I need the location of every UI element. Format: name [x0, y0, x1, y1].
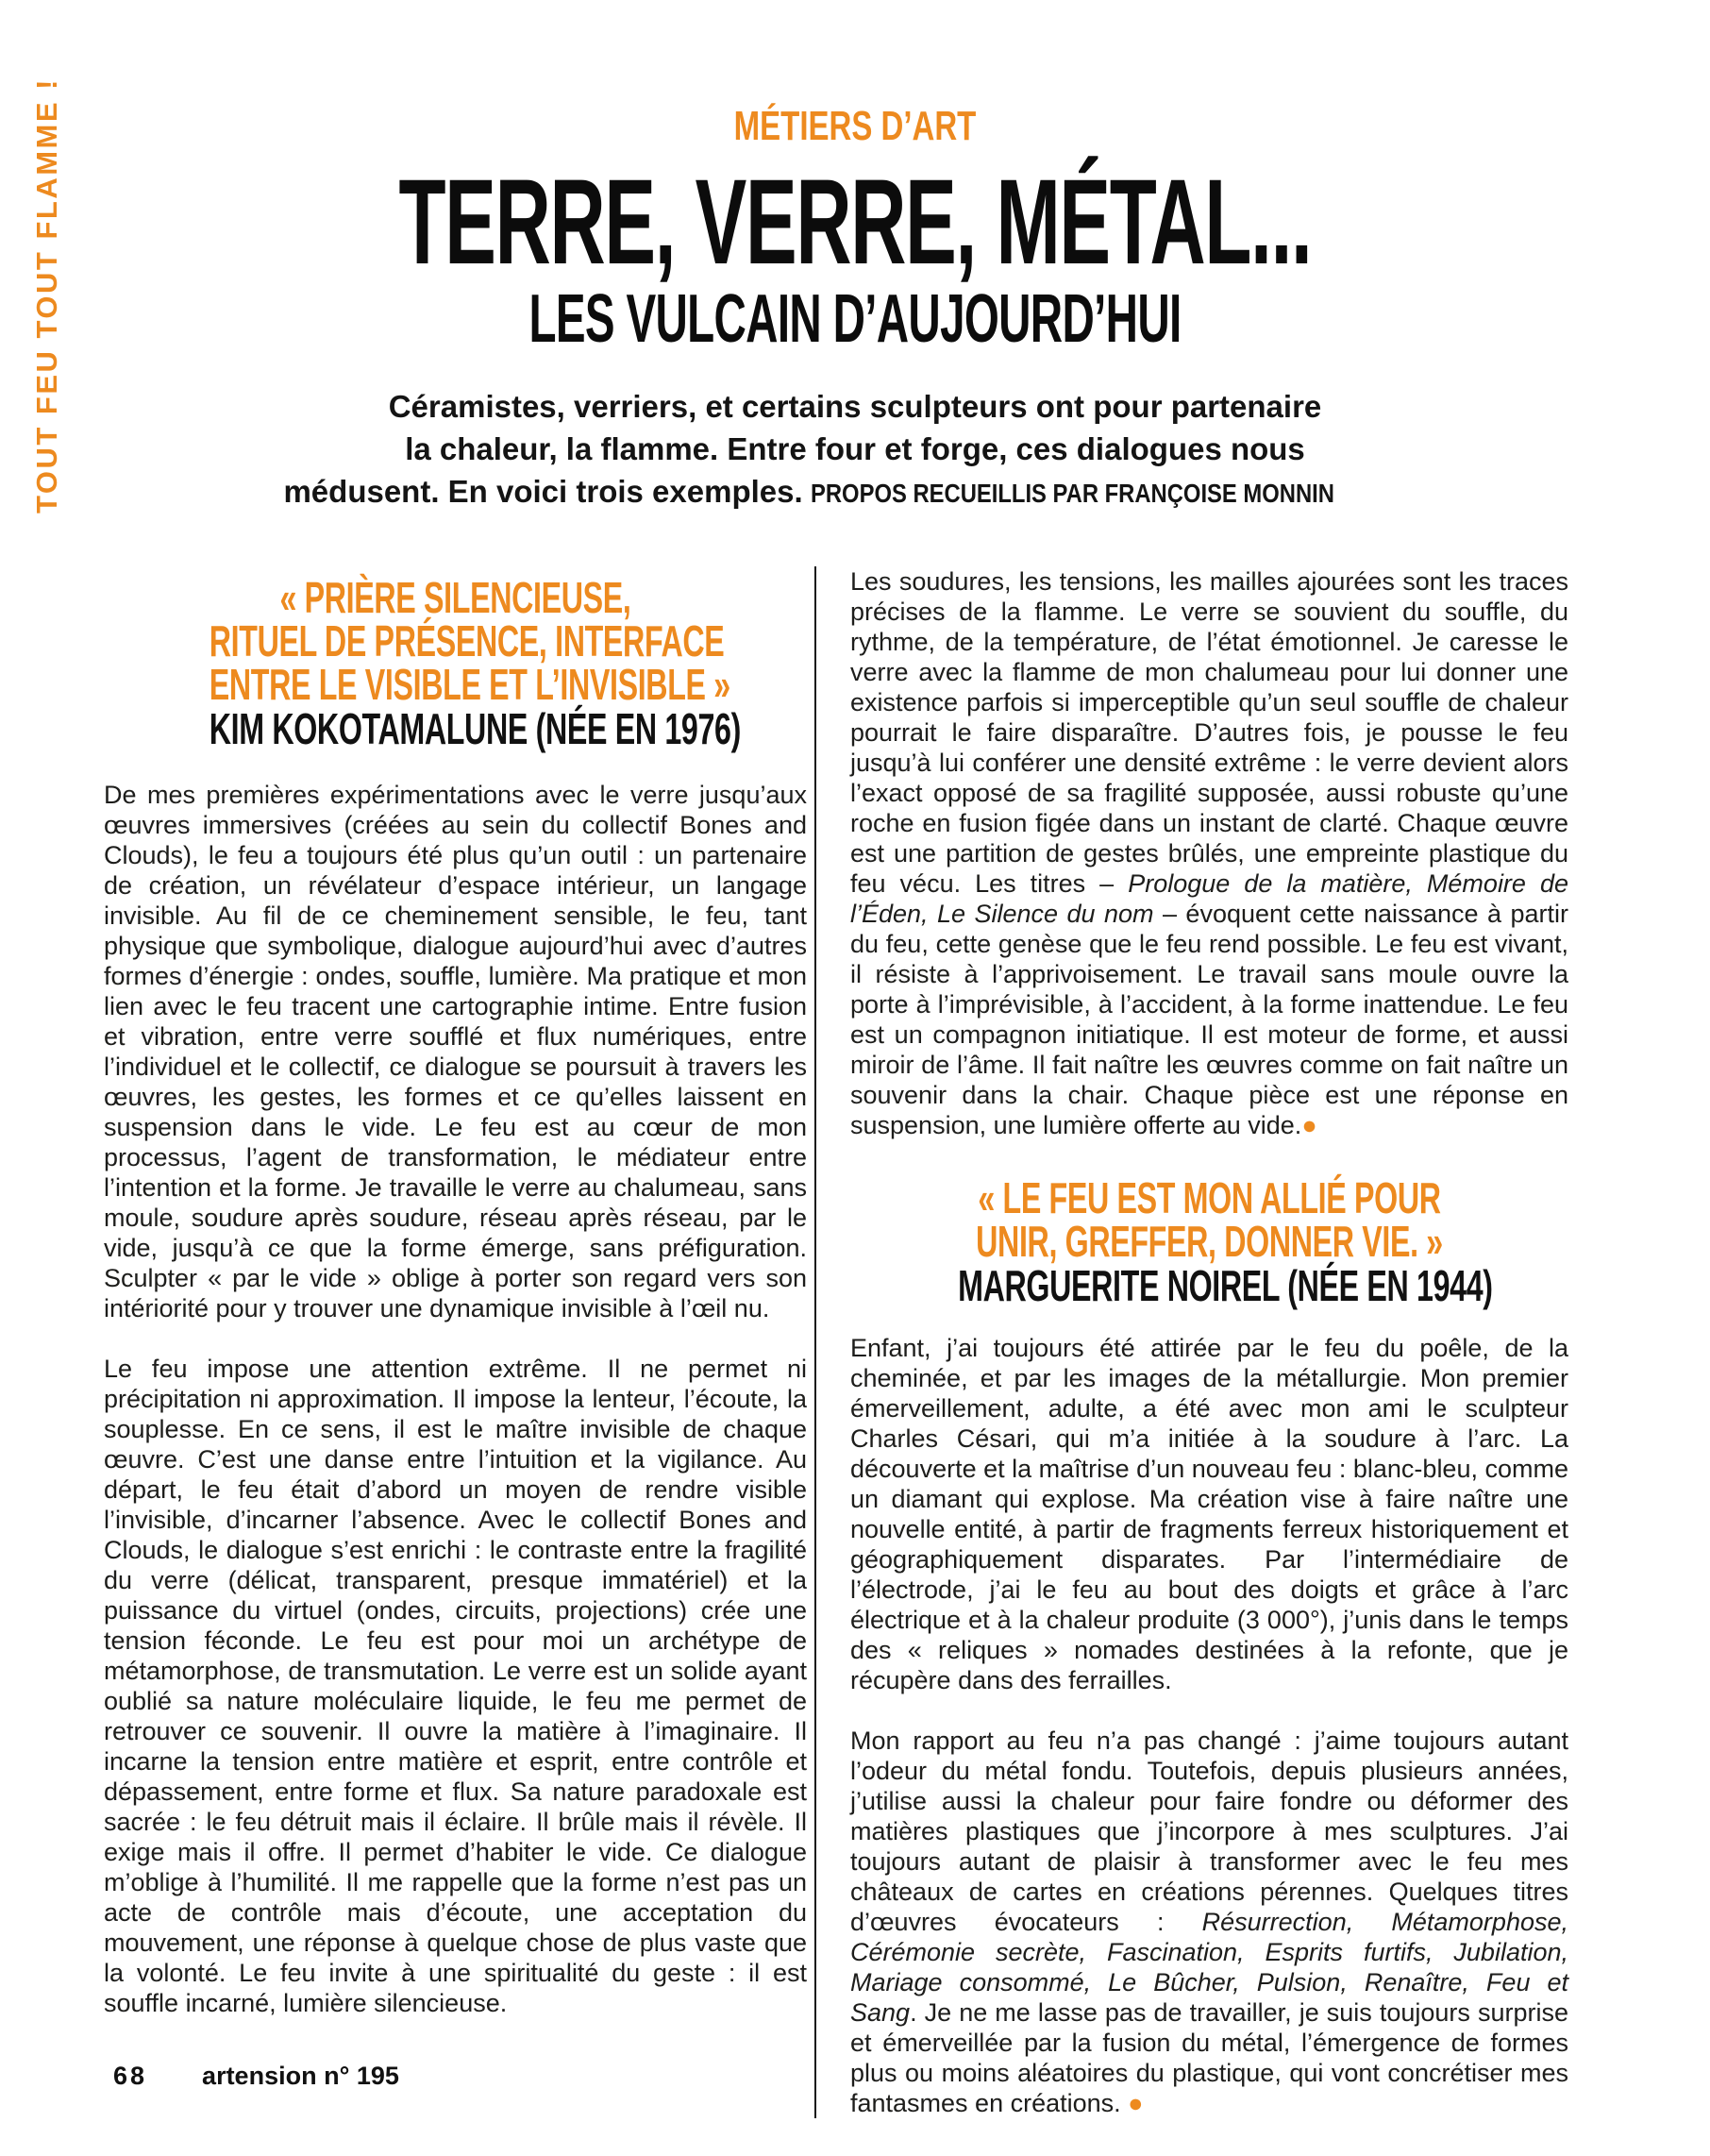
intro-line-3-text: médusent. En voici trois exemples.	[283, 474, 803, 509]
quote-1-line-1: « PRIÈRE SILENCIEUSE,	[279, 573, 631, 622]
quote-1-author: KIM KOKOTAMALUNE (NÉE EN 1976)	[209, 704, 741, 753]
article-header	[123, 0, 1587, 514]
page-footer	[113, 2062, 399, 2091]
quote-heading-1	[104, 573, 807, 753]
intro-line-2: la chaleur, la flamme. Entre four et forge, ces dialogues nous	[405, 431, 1305, 466]
right-column	[850, 566, 1568, 2118]
byline: PROPOS RECUEILLIS PAR FRANÇOISE MONNIN	[810, 479, 1334, 508]
vertical-strapline-container	[19, 77, 75, 514]
body-paragraph: Mon rapport au feu n’a pas changé : j’aime toujours autant l’odeur du métal fondu. Toutefois, depuis plusieurs années, j’utilise aussi la chaleur pour faire fondre ou déformer des matières plastiques que j’incorpore à mes sculptures. J’ai toujours autant de plaisir à transformer avec le feu mes châteaux de cartes en créations pérennes. Quelques titres d’œuvres évocateurs : Résurrection, Métamorphose, Cérémonie secrète, Fascination, Esprits furtifs, Jubilation, Mariage consommé, Le Bûcher, Pulsion, Renaître, Feu et Sang. Je ne me lasse pas de travailler, je suis toujours surprise et émerveillée par la fusion du métal, l’émergence de formes plus ou moins aléatoires du plastique, qui vont concrétiser mes fantasmes en créations. ●	[850, 1726, 1568, 2117]
section-kicker: MÉTIERS D’ART	[733, 103, 977, 149]
quote-2-line-1: « LE FEU EST MON ALLIÉ POUR	[978, 1173, 1441, 1222]
left-column	[104, 566, 807, 2118]
magazine-name: artension n° 195	[202, 2062, 399, 2090]
body-paragraph: Le feu impose une attention extrême. Il ne permet ni précipitation ni approximation. Il impose la lenteur, l’écoute, la souplesse. En ce sens, il est le maître invisible de chaque œuvre. C’est une danse entre l’intuition et la vigilance. Au départ, le feu était d’abord un moyen de rendre visible l’invisible, d’incarner l’absence. Avec le collectif Bones and Clouds, le dialogue s’est enrichi : le contraste entre la fragilité du verre (délicat, transparent, presque immatériel) et la puissance du virtuel (ondes, circuits, projections) crée une tension féconde. Le feu est pour moi un archétype de métamorphose, de transmutation. Le verre est un solide ayant oublié sa nature moléculaire liquide, le feu me permet de retrouver ce souvenir. Il ouvre la matière à l’imaginaire. Il incarne la tension entre matière et esprit, entre contrôle et dépassement, entre forme et flux. Sa nature paradoxale est sacrée : le feu détruit mais il éclaire. Il brûle mais il révèle. Il exige mais il offre. Il permet d’habiter le vide. Ce dialogue m’oblige à l’humilité. Il me rappelle que la forme n’est pas un acte de contrôle mais d’écoute, une acceptation du mouvement, une réponse à quelque chose de plus vaste que la volonté. Le feu invite à une spiritualité du geste : il est souffle incarné, lumière silencieuse.	[104, 1355, 807, 2017]
quote-2-author: MARGUERITE NOIREL (NÉE EN 1944)	[958, 1261, 1493, 1310]
intro-line-1: Céramistes, verriers, et certains sculpteurs ont pour partenaire	[388, 389, 1322, 424]
body-paragraph: Les soudures, les tensions, les mailles ajourées sont les traces précises de la flamme. Le verre se souvient du souffle, du rythme, de la température, de l’état émotionnel. Je caresse le verre avec la flamme de mon chalumeau pour lui donner une existence parfois si imperceptible qu’un seul souffle de chaleur pourrait le faire disparaître. D’autres fois, je pousse le feu jusqu’à lui conférer une densité extrême : le verre devient alors l’exact opposé de sa fragilité supposée, aussi robuste qu’une roche en fusion figée dans un instant de clarté. Chaque œuvre est une partition de gestes brûlés, une empreinte plastique du feu vécu. Les titres – Prologue de la matière, Mémoire de l’Éden, Le Silence du nom – évoquent cette naissance à partir du feu, cette genèse que le feu rend possible. Le feu est vivant, il résiste à l’apprivoisement. Le travail sans moule ouvre la porte à l’imprévisible, à l’accident, à la forme inattendue. Le feu est un compagnon initiatique. Il est moteur de forme, et aussi miroir de l’âme. Il fait naître les œuvres comme on fait naître un souvenir dans la chair. Chaque pièce est une réponse en suspension, une lumière offerte au vide.●	[850, 567, 1568, 1139]
quote-1-line-3: ENTRE LE VISIBLE ET L’INVISIBLE »	[209, 660, 730, 709]
article-columns	[104, 566, 1568, 2118]
quote-1-line-2: RITUEL DE PRÉSENCE, INTERFACE	[209, 616, 725, 665]
page-number: 68	[113, 2062, 148, 2090]
body-paragraph: Enfant, j’ai toujours été attirée par le feu du poêle, de la cheminée, et par les images de la métallurgie. Mon premier émerveillement, adulte, a été avec mon ami le sculpteur Charles Césari, qui m’a initiée à la soudure à l’arc. La découverte et la maîtrise d’un nouveau feu : blanc-bleu, comme un diamant qui explose. Ma création vise à faire naître une nouvelle entité, à partir de fragments ferreux historiquement et géographiquement disparates. Par l’intermédiaire de l’électrode, j’ai le feu au bout des doigts et grâce à l’arc électrique et à la chaleur produite (3 000°), j’unis dans le temps des « reliques » nomades destinées à la refonte, que je récupère dans des ferrailles.	[850, 1334, 1568, 1694]
vertical-strapline: TOUT FEU TOUT FLAMME !	[30, 77, 63, 514]
column-divider	[814, 566, 816, 2118]
page-subtitle: LES VULCAIN D’AUJOURD’HUI	[528, 281, 1182, 357]
body-paragraph: De mes premières expérimentations avec le verre jusqu’aux œuvres immersives (créées au sein du collectif Bones and Clouds), le feu a toujours été plus qu’un outil : un partenaire de création, un révélateur d’espace intérieur, un langage invisible. Au fil de ce cheminement sensible, le feu, tant physique que symbolique, dialogue aujourd’hui avec d’autres formes d’énergie : ondes, souffle, lumière. Ma pratique et mon lien avec le feu tracent une cartographie intime. Entre fusion et vibration, entre verre soufflé et flux numériques, entre l’individuel et le collectif, ce dialogue se poursuit à travers les œuvres, les gestes, les formes et ce qu’elles laissent en suspension dans le vide. Le feu est au cœur de mon processus, l’agent de transformation, le médiateur entre l’intention et la forme. Je travaille le verre au chalumeau, sans moule, soudure après soudure, réseau après réseau, par le vide, jusqu’à ce que la forme émerge, sans préfiguration. Sculpter « par le vide » oblige à porter son regard vers son intériorité pour y trouver une dynamique invisible à l’œil nu.	[104, 781, 807, 1322]
intro-line-3	[123, 470, 1587, 514]
page-title: TERRE, VERRE, MÉTAL...	[398, 155, 1312, 290]
quote-heading-2	[850, 1173, 1568, 1310]
quote-2-line-2: UNIR, GREFFER, DONNER VIE. »	[976, 1217, 1443, 1266]
intro-paragraph	[123, 385, 1587, 514]
